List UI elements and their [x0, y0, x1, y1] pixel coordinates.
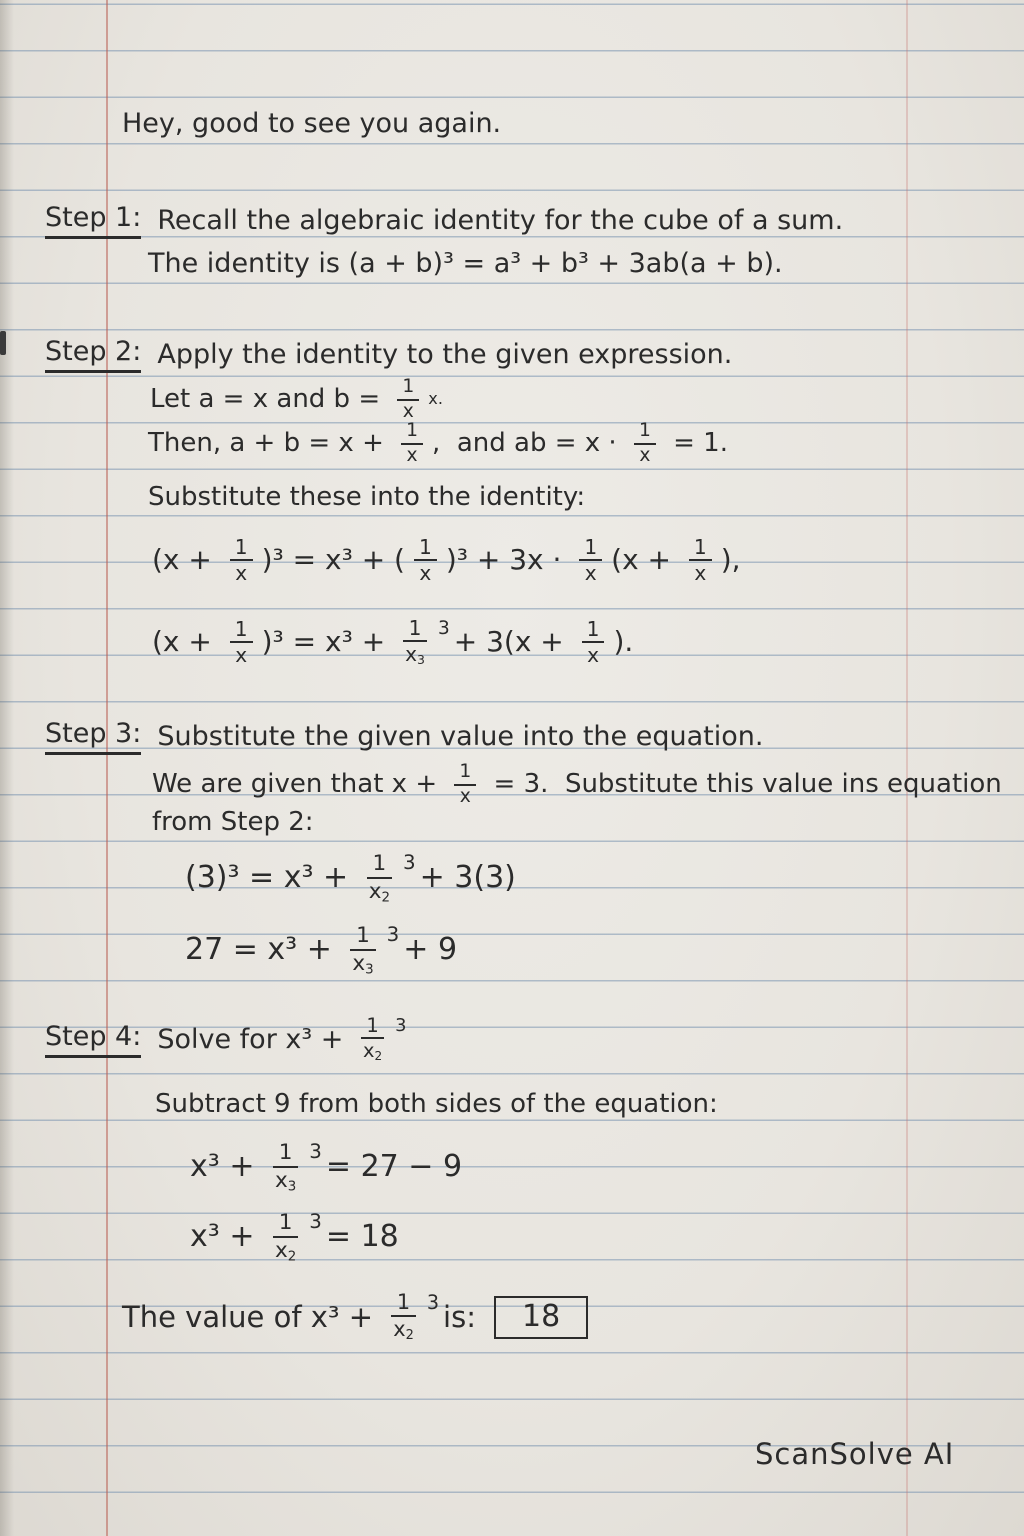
given-post-text: = 3. Substitute this value ins equation	[485, 768, 1002, 799]
s4eq2-seg2: = 18	[325, 1219, 399, 1255]
fraction-one-over-x-cubed	[361, 1016, 384, 1062]
fraction-one-over-x	[689, 535, 712, 586]
s3eq2-seg1: 27 = x³ +	[185, 932, 342, 968]
fraction-denominator	[350, 951, 375, 977]
step3-equation-1	[185, 853, 516, 904]
from-step2-text: from Step 2:	[152, 807, 314, 837]
fraction-numerator: 1	[396, 1290, 411, 1314]
fraction-one-over-x-cubed	[273, 1212, 298, 1263]
then-tail-text: = 1.	[664, 427, 728, 458]
den-sub: 2	[374, 1049, 383, 1064]
fraction-denominator: x	[235, 561, 248, 586]
den-base: x	[393, 1316, 406, 1341]
eq2-seg3: + 3(x +	[453, 625, 573, 659]
step3-label: Step 3:	[45, 718, 141, 755]
then-mid-text: , and ab = x ·	[432, 427, 625, 458]
answer-box: 18	[494, 1296, 588, 1339]
fraction-denominator: x	[235, 643, 248, 668]
s3eq1-seg2: + 3(3)	[419, 860, 516, 896]
fraction-one-over-x	[634, 422, 656, 465]
eq2-seg4: ).	[613, 625, 634, 659]
den-base: x	[362, 1039, 375, 1063]
fraction-one-over-x	[454, 763, 476, 806]
fraction-one-over-x-cubed	[391, 1292, 416, 1343]
den-sub: 3	[365, 961, 374, 977]
den-sub: 2	[405, 1328, 414, 1344]
s4eq1-seg1: x³ +	[190, 1149, 264, 1185]
outer-exponent: 3	[403, 851, 416, 875]
step1-title: Recall the algebraic identity for the cube of a sum.	[157, 205, 844, 236]
fraction-one-over-x	[579, 535, 602, 586]
s4eq1-seg2: = 27 − 9	[325, 1149, 463, 1185]
fraction-one-over-x-cubed	[403, 618, 427, 667]
fraction-denominator	[361, 1039, 384, 1062]
den-sub: 2	[381, 889, 391, 905]
fraction-denominator	[367, 879, 392, 905]
substitute-text: Substitute these into the identity:	[148, 482, 586, 512]
paper-edge-shade	[0, 0, 14, 1536]
step4-label: Step 4:	[45, 1021, 141, 1058]
den-base: x	[275, 1167, 288, 1193]
fraction-denominator	[391, 1317, 416, 1343]
eq1-seg4: (x +	[611, 543, 680, 577]
fraction-numerator: 1	[586, 617, 600, 642]
fraction-one-over-x	[401, 422, 423, 465]
fraction-numerator: 1	[406, 420, 419, 441]
outer-exponent: 3	[386, 923, 400, 947]
fraction-numerator: 1	[402, 376, 415, 397]
fraction-numerator: 1	[459, 761, 472, 782]
greeting-text	[122, 108, 501, 139]
step2-equation-1	[152, 535, 741, 586]
s3eq1-seg1: (3)³ = x³ +	[185, 860, 358, 896]
fraction-numerator: 1	[418, 535, 432, 559]
fraction-denominator	[273, 1168, 298, 1194]
brand-text: ScanSolve AI	[755, 1437, 955, 1471]
fraction-denominator: x	[419, 561, 432, 586]
step2-let-line	[150, 378, 443, 421]
fraction-denominator: x	[694, 561, 707, 586]
fraction-one-over-x	[230, 617, 253, 668]
step3-heading	[45, 718, 763, 755]
fraction-denominator: x	[587, 643, 600, 668]
fraction-one-over-x	[414, 535, 437, 586]
den-base: x	[405, 642, 417, 667]
den-base: x	[352, 950, 366, 976]
den-sub: 3	[287, 1178, 297, 1194]
eq1-seg1: (x +	[152, 543, 221, 577]
let-text: Let a = x and b =	[150, 383, 389, 414]
fraction-numerator: 1	[278, 1140, 293, 1165]
step2-title: Apply the identity to the given expression.	[157, 339, 733, 370]
step4-equation-2	[190, 1212, 399, 1263]
fraction-numerator: 1	[278, 1210, 293, 1235]
fraction-denominator: x	[406, 444, 418, 466]
let-tail: x.	[428, 389, 443, 409]
fraction-denominator	[273, 1238, 298, 1264]
eq1-seg5: ),	[720, 543, 741, 577]
fraction-numerator: 1	[356, 923, 370, 948]
given-text: We are given that x +	[152, 768, 446, 799]
step1-heading	[45, 202, 843, 239]
step3-given-line	[152, 763, 1002, 806]
den-base: x	[368, 878, 382, 904]
fraction-one-over-x	[230, 535, 253, 586]
fraction-denominator: x	[402, 400, 414, 422]
den-sub: 3	[417, 652, 425, 668]
fraction-numerator: 1	[638, 420, 651, 441]
fraction-numerator: 1	[234, 617, 248, 642]
step4-heading	[45, 1016, 411, 1062]
step1-identity-line	[148, 248, 783, 279]
fraction-one-over-x-cubed	[273, 1142, 298, 1193]
den-base: x	[275, 1237, 288, 1263]
step4-title	[157, 1016, 410, 1062]
fraction-denominator: x	[639, 444, 651, 466]
outer-exponent: 3	[437, 617, 450, 639]
fraction-numerator: 1	[234, 535, 248, 559]
fraction-one-over-x	[582, 617, 605, 668]
outer-exponent: 3	[426, 1291, 440, 1315]
edge-pen-mark	[0, 331, 6, 355]
eq1-seg2: )³ = x³ + (	[261, 543, 405, 577]
final-answer-line	[122, 1292, 588, 1343]
identity-text: The identity is (a + b)³ = a³ + b³ + 3ab(a + b).	[148, 248, 783, 279]
fraction-numerator: 1	[693, 535, 707, 559]
den-sub: 2	[287, 1248, 297, 1264]
s4eq2-seg1: x³ +	[190, 1219, 264, 1255]
fraction-denominator: x	[459, 785, 471, 807]
step2-label: Step 2:	[45, 336, 141, 373]
step2-substitute-line	[148, 483, 585, 513]
greeting-label: Hey, good to see you again.	[122, 108, 502, 139]
fraction-numerator: 1	[372, 851, 387, 876]
step3-equation-2	[185, 925, 457, 976]
fraction-denominator	[403, 642, 427, 667]
step2-then-line	[148, 422, 728, 465]
brand-watermark	[755, 1438, 954, 1471]
step2-equation-2	[152, 618, 633, 667]
fraction-numerator: 1	[366, 1014, 379, 1037]
s3eq2-seg2: + 9	[403, 932, 458, 968]
step3-from-step2-line	[152, 808, 314, 838]
fraction-one-over-x-cubed	[367, 853, 392, 904]
outer-exponent: 3	[309, 1210, 322, 1234]
fraction-one-over-x-cubed	[350, 925, 375, 976]
fraction-denominator: x	[584, 561, 597, 586]
final-is-text: is:	[443, 1299, 476, 1334]
step4-equation-1	[190, 1142, 462, 1193]
step1-label: Step 1:	[45, 202, 141, 239]
step2-heading	[45, 336, 732, 373]
outer-exponent: 3	[395, 1014, 407, 1036]
subtract-text: Subtract 9 from both sides of the equation:	[155, 1089, 718, 1119]
eq1-seg3: )³ + 3x ·	[445, 543, 571, 577]
then-text: Then, a + b = x +	[148, 427, 393, 458]
step4-title-text: Solve for x³ +	[157, 1023, 352, 1055]
final-text: The value of x³ +	[122, 1299, 383, 1334]
fraction-numerator: 1	[408, 616, 422, 640]
fraction-numerator: 1	[584, 535, 598, 559]
step3-title: Substitute the given value into the equation.	[157, 721, 764, 752]
eq2-seg2: )³ = x³ +	[261, 625, 395, 659]
fraction-one-over-x	[397, 378, 419, 421]
step4-subtract-line	[155, 1090, 718, 1120]
eq2-seg1: (x +	[152, 625, 221, 659]
outer-exponent: 3	[309, 1140, 322, 1164]
